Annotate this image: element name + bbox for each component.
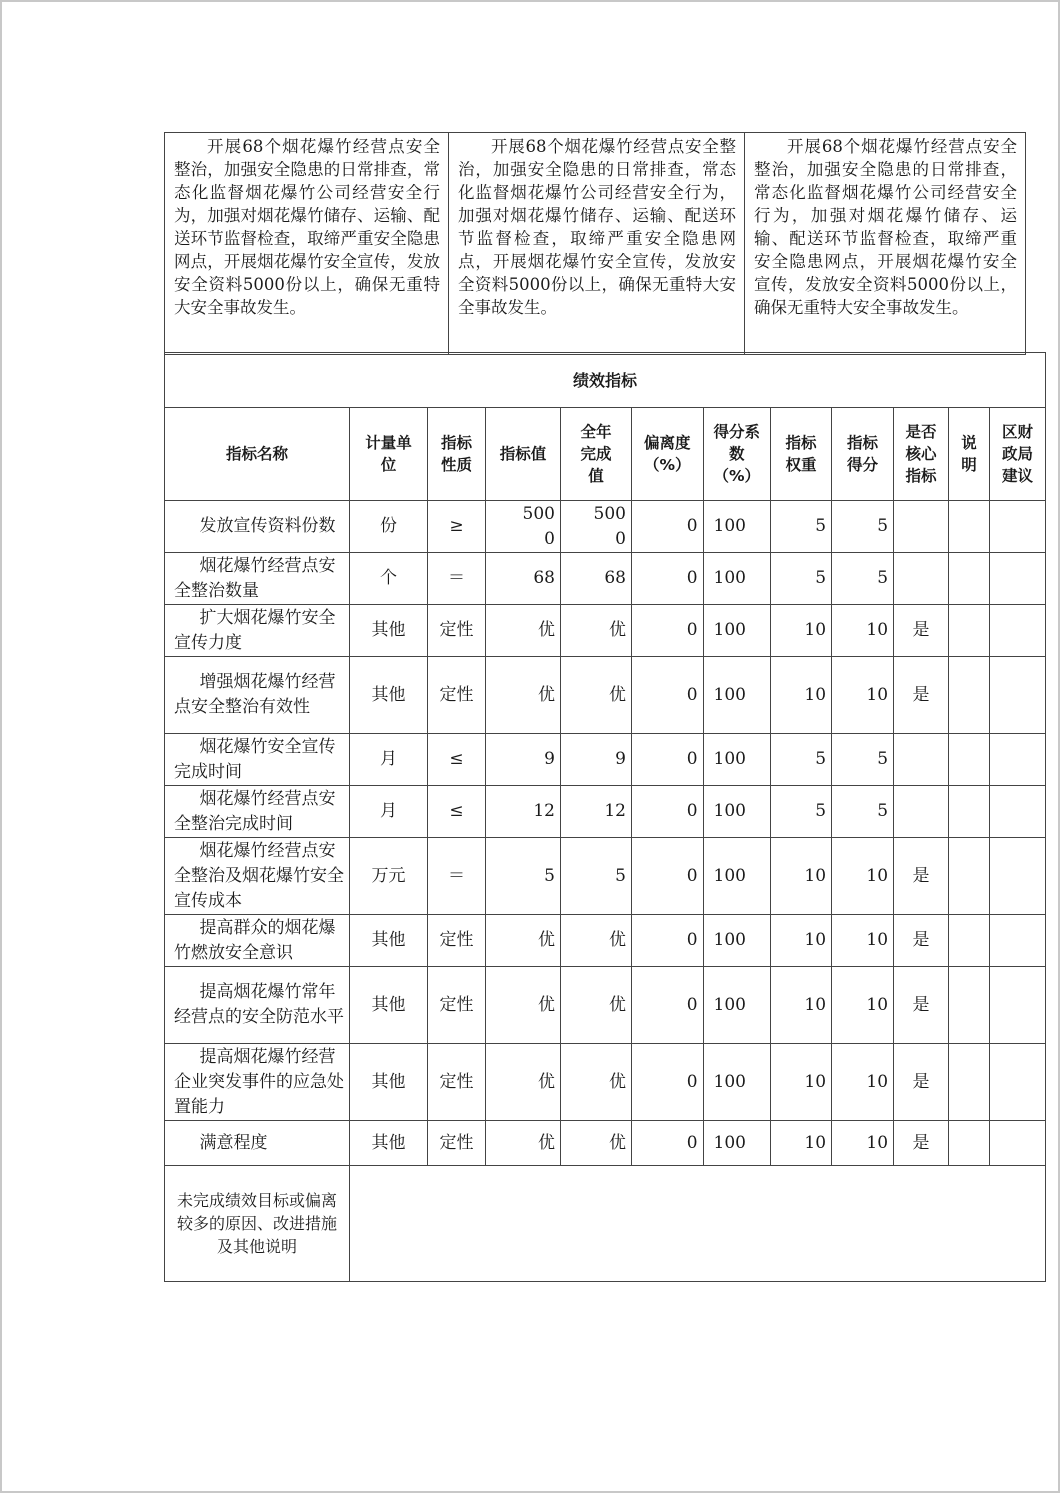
section-title-row [165,353,1046,408]
cell-score: 5 [832,734,894,786]
cell-core [894,734,949,786]
cell-value: 5 [486,838,561,915]
annual-target-table [164,132,1026,355]
cell-score: 5 [832,501,894,553]
cell-unit: 万元 [350,838,428,915]
cell-nature: 定性 [428,1121,486,1166]
cell-core [894,553,949,605]
cell-advice [990,1121,1046,1166]
cell-nature: 定性 [428,657,486,734]
header-core: 是否核心指标 [894,408,949,501]
header-note: 说明 [949,408,990,501]
cell-deviation: 0 [632,657,704,734]
cell-actual: 优 [561,657,632,734]
cell-advice [990,967,1046,1044]
cell-weight: 10 [771,838,832,915]
cell-core: 是 [894,915,949,967]
cell-core: 是 [894,838,949,915]
cell-advice [990,1044,1046,1121]
cell-value-text: 5000 [522,503,555,549]
cell-unit: 个 [350,553,428,605]
header-weight: 指标权重 [771,408,832,501]
cell-unit: 其他 [350,657,428,734]
cell-core: 是 [894,605,949,657]
cell-note [949,786,990,838]
cell-score: 10 [832,967,894,1044]
header-row [165,408,1046,501]
cell-core: 是 [894,657,949,734]
cell-unit: 月 [350,786,428,838]
cell-actual: 9 [561,734,632,786]
cell-coef: 100 [703,786,771,838]
cell-value: 优 [486,657,561,734]
cell-weight: 10 [771,657,832,734]
cell-value: 优 [486,605,561,657]
cell-actual: 68 [561,553,632,605]
header-deviation: 偏离度（%） [632,408,704,501]
cell-core: 是 [894,967,949,1044]
table-row [165,967,1046,1044]
cell-nature: ≤ [428,734,486,786]
cell-actual: 优 [561,967,632,1044]
cell-deviation: 0 [632,838,704,915]
cell-nature: ＝ [428,553,486,605]
cell-actual: 优 [561,605,632,657]
cell-core [894,501,949,553]
cell-weight: 5 [771,734,832,786]
header-advice: 区财政局建议 [990,408,1046,501]
cell-score: 10 [832,1121,894,1166]
cell-note [949,734,990,786]
cell-coef: 100 [703,553,771,605]
cell-unit: 月 [350,734,428,786]
cell-deviation: 0 [632,501,704,553]
cell-advice [990,657,1046,734]
cell-note [949,915,990,967]
cell-advice [990,786,1046,838]
cell-core [894,786,949,838]
cell-nature: 定性 [428,1044,486,1121]
cell-coef: 100 [703,501,771,553]
cell-value: 68 [486,553,561,605]
cell-coef: 100 [703,657,771,734]
cell-name: 提高烟花爆竹常年经营点的安全防范水平 [165,967,350,1044]
section-title: 绩效指标 [165,353,1046,408]
cell-score: 10 [832,838,894,915]
cell-score: 10 [832,915,894,967]
cell-advice [990,501,1046,553]
target-cell-1: 开展68个烟花爆竹经营点安全整治，加强安全隐患的日常排查，常态化监督烟花爆竹公司经营安全行为，加强对烟花爆竹储存、运输、配送环节监督检查，取缔严重安全隐患网点，开展烟花爆竹安全宣传，发放安全资料5000份以上，确保无重特大安全事故发生。 [165,133,449,355]
table-row [165,1121,1046,1166]
cell-core: 是 [894,1044,949,1121]
cell-deviation: 0 [632,605,704,657]
cell-name: 烟花爆竹经营点安全整治及烟花爆竹安全宣传成本 [165,838,350,915]
cell-nature: ≤ [428,786,486,838]
cell-value [486,501,561,553]
table-row [165,786,1046,838]
cell-note [949,1044,990,1121]
header-score: 指标得分 [832,408,894,501]
cell-unit: 其他 [350,1121,428,1166]
cell-unit: 份 [350,501,428,553]
cell-advice [990,553,1046,605]
table-row [165,1044,1046,1121]
cell-actual: 5 [561,838,632,915]
table-row [165,501,1046,553]
cell-weight: 10 [771,915,832,967]
footer-content [350,1166,1046,1282]
cell-score: 5 [832,553,894,605]
header-name: 指标名称 [165,408,350,501]
table-row [165,838,1046,915]
cell-nature: ＝ [428,838,486,915]
cell-coef: 100 [703,1121,771,1166]
cell-unit: 其他 [350,1044,428,1121]
cell-score: 10 [832,657,894,734]
cell-name: 增强烟花爆竹经营点安全整治有效性 [165,657,350,734]
table-row [165,915,1046,967]
cell-advice [990,734,1046,786]
cell-coef: 100 [703,1044,771,1121]
footer-row [165,1166,1046,1282]
header-nature: 指标性质 [428,408,486,501]
cell-name: 烟花爆竹经营点安全整治完成时间 [165,786,350,838]
cell-nature: 定性 [428,915,486,967]
cell-note [949,553,990,605]
cell-value: 优 [486,1044,561,1121]
cell-weight: 10 [771,1044,832,1121]
cell-coef: 100 [703,605,771,657]
header-actual: 全年完成值 [561,408,632,501]
cell-coef: 100 [703,838,771,915]
header-unit: 计量单位 [350,408,428,501]
cell-unit: 其他 [350,967,428,1044]
cell-weight: 10 [771,1121,832,1166]
cell-deviation: 0 [632,553,704,605]
cell-nature: 定性 [428,967,486,1044]
cell-weight: 10 [771,967,832,1044]
header-value: 指标值 [486,408,561,501]
target-cell-3: 开展68个烟花爆竹经营点安全整治，加强安全隐患的日常排查，常态化监督烟花爆竹公司经营安全行为，加强对烟花爆竹储存、运输、配送环节监督检查，取缔严重安全隐患网点，开展烟花爆竹安全宣传，发放安全资料5000份以上，确保无重特大安全事故发生。 [745,133,1026,355]
footer-label: 未完成绩效目标或偏离较多的原因、改进措施及其他说明 [165,1166,350,1282]
target-cell-2: 开展68个烟花爆竹经营点安全整治，加强安全隐患的日常排查，常态化监督烟花爆竹公司经营安全行为，加强对烟花爆竹储存、运输、配送环节监督检查，取缔严重安全隐患网点，开展烟花爆竹安全宣传，发放安全资料5000份以上，确保无重特大安全事故发生。 [449,133,745,355]
table-row [165,605,1046,657]
cell-actual: 优 [561,1044,632,1121]
cell-advice [990,838,1046,915]
cell-advice [990,915,1046,967]
cell-score: 5 [832,786,894,838]
cell-unit: 其他 [350,605,428,657]
cell-deviation: 0 [632,1121,704,1166]
cell-nature: 定性 [428,605,486,657]
cell-actual-text: 5000 [593,503,626,549]
cell-note [949,657,990,734]
cell-value: 9 [486,734,561,786]
cell-note [949,1121,990,1166]
cell-actual: 优 [561,915,632,967]
cell-name: 满意程度 [165,1121,350,1166]
table-row [165,734,1046,786]
cell-actual: 优 [561,1121,632,1166]
cell-unit: 其他 [350,915,428,967]
cell-advice [990,605,1046,657]
cell-note [949,967,990,1044]
cell-weight: 5 [771,786,832,838]
cell-name: 烟花爆竹经营点安全整治数量 [165,553,350,605]
cell-name: 提高烟花爆竹经营企业突发事件的应急处置能力 [165,1044,350,1121]
cell-actual: 12 [561,786,632,838]
cell-name: 烟花爆竹安全宣传完成时间 [165,734,350,786]
header-coef: 得分系数（%） [703,408,771,501]
cell-weight: 5 [771,501,832,553]
annual-target-row [165,133,1026,355]
cell-coef: 100 [703,734,771,786]
cell-weight: 10 [771,605,832,657]
table-row [165,553,1046,605]
cell-note [949,838,990,915]
cell-note [949,605,990,657]
cell-value: 优 [486,967,561,1044]
cell-deviation: 0 [632,915,704,967]
performance-indicator-table [164,352,1046,1282]
cell-deviation: 0 [632,967,704,1044]
cell-score: 10 [832,1044,894,1121]
cell-nature: ≥ [428,501,486,553]
cell-value: 12 [486,786,561,838]
cell-deviation: 0 [632,734,704,786]
cell-core: 是 [894,1121,949,1166]
cell-coef: 100 [703,915,771,967]
cell-actual [561,501,632,553]
cell-deviation: 0 [632,1044,704,1121]
cell-value: 优 [486,915,561,967]
cell-name: 发放宣传资料份数 [165,501,350,553]
cell-deviation: 0 [632,786,704,838]
cell-weight: 5 [771,553,832,605]
cell-coef: 100 [703,967,771,1044]
cell-name: 扩大烟花爆竹安全宣传力度 [165,605,350,657]
cell-name: 提高群众的烟花爆竹燃放安全意识 [165,915,350,967]
cell-value: 优 [486,1121,561,1166]
cell-score: 10 [832,605,894,657]
cell-note [949,501,990,553]
table-row [165,657,1046,734]
